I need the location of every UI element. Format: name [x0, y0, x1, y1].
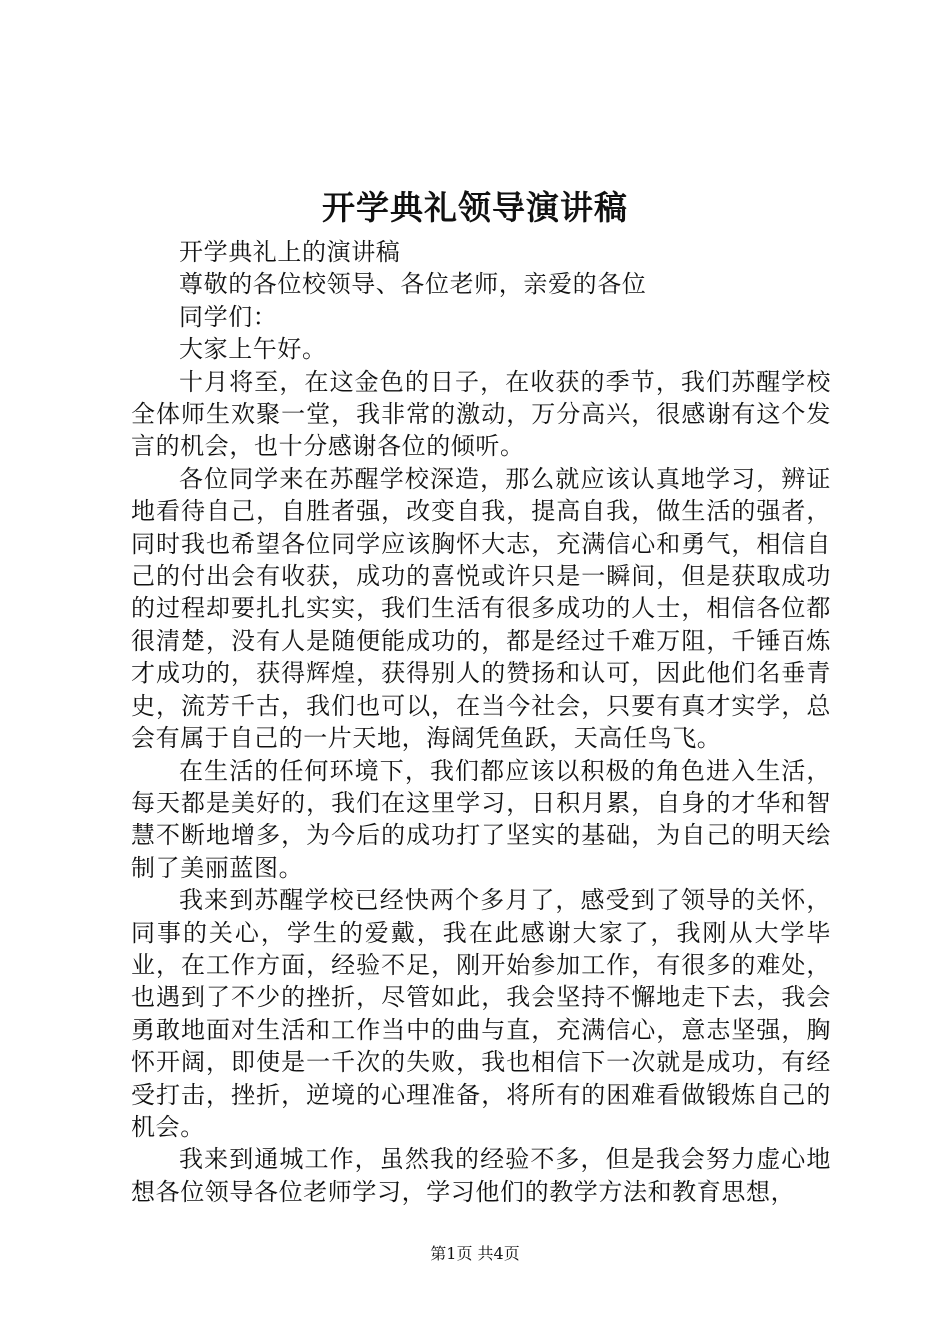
- paragraph-salutation: 尊敬的各位校领导、各位老师，亲爱的各位: [179, 270, 647, 299]
- page-footer: 第1页 共4页: [430, 1244, 520, 1263]
- paragraph: 我来到苏醒学校已经快两个多月了，感受到了领导的关怀，同事的关心，学生的爱戴，我在此感谢大家了，我刚从大学毕业，在工作方面，经验不足，刚开始参加工作，有很多的难处，也遇到了不少的挫折，尽管如此，我会坚持不懈地走下去，我会勇敢地面对生活和工作当中的曲与直，充满信心，意志坚强，胸怀开阔，即使是一千次的失败，我也相信下一次就是成功，有经受打击，挫折，逆境的心理准备，将所有的困难看做锻炼自己的机会。: [131, 886, 831, 1141]
- paragraph: 十月将至，在这金色的日子，在收获的季节，我们苏醒学校全体师生欢聚一堂，我非常的激动，万分高兴，很感谢有这个发言的机会，也十分感谢各位的倾听。: [131, 367, 831, 461]
- paragraph-salutation-cont: 同学们：: [179, 302, 278, 331]
- document-body: [131, 236, 831, 1208]
- paragraph-subtitle: 开学典礼上的演讲稿: [179, 238, 401, 266]
- paragraph: 在生活的任何环境下，我们都应该以积极的角色进入生活，每天都是美好的，我们在这里学习，日积月累，自身的才华和智慧不断地增多，为今后的成功打了坚实的基础，为自己的明天绘制了美丽蓝图。: [131, 756, 831, 882]
- paragraph: 各位同学来在苏醒学校深造，那么就应该认真地学习，辨证地看待自己，自胜者强，改变自我，提高自我，做生活的强者，同时我也希望各位同学应该胸怀大志，充满信心和勇气，相信自己的付出会有收获，成功的喜悦或许只是一瞬间，但是获取成功的过程却要扎扎实实，我们生活有很多成功的人士，相信各位都很清楚，没有人是随便能成功的，都是经过千难万阻，千锤百炼才成功的，获得辉煌，获得别人的赞扬和认可，因此他们名垂青史，流芳千古，我们也可以，在当今社会，只要有真才实学，总会有属于自己的一片天地，海阔凭鱼跃，天高任鸟飞。: [131, 464, 831, 753]
- page-title: 开学典礼领导演讲稿: [322, 188, 628, 227]
- paragraph-greeting: 大家上午好。: [179, 335, 327, 364]
- paragraph: 我来到通城工作，虽然我的经验不多，但是我会努力虚心地想各位领导各位老师学习，学习他们的教学方法和教育思想，: [131, 1145, 831, 1206]
